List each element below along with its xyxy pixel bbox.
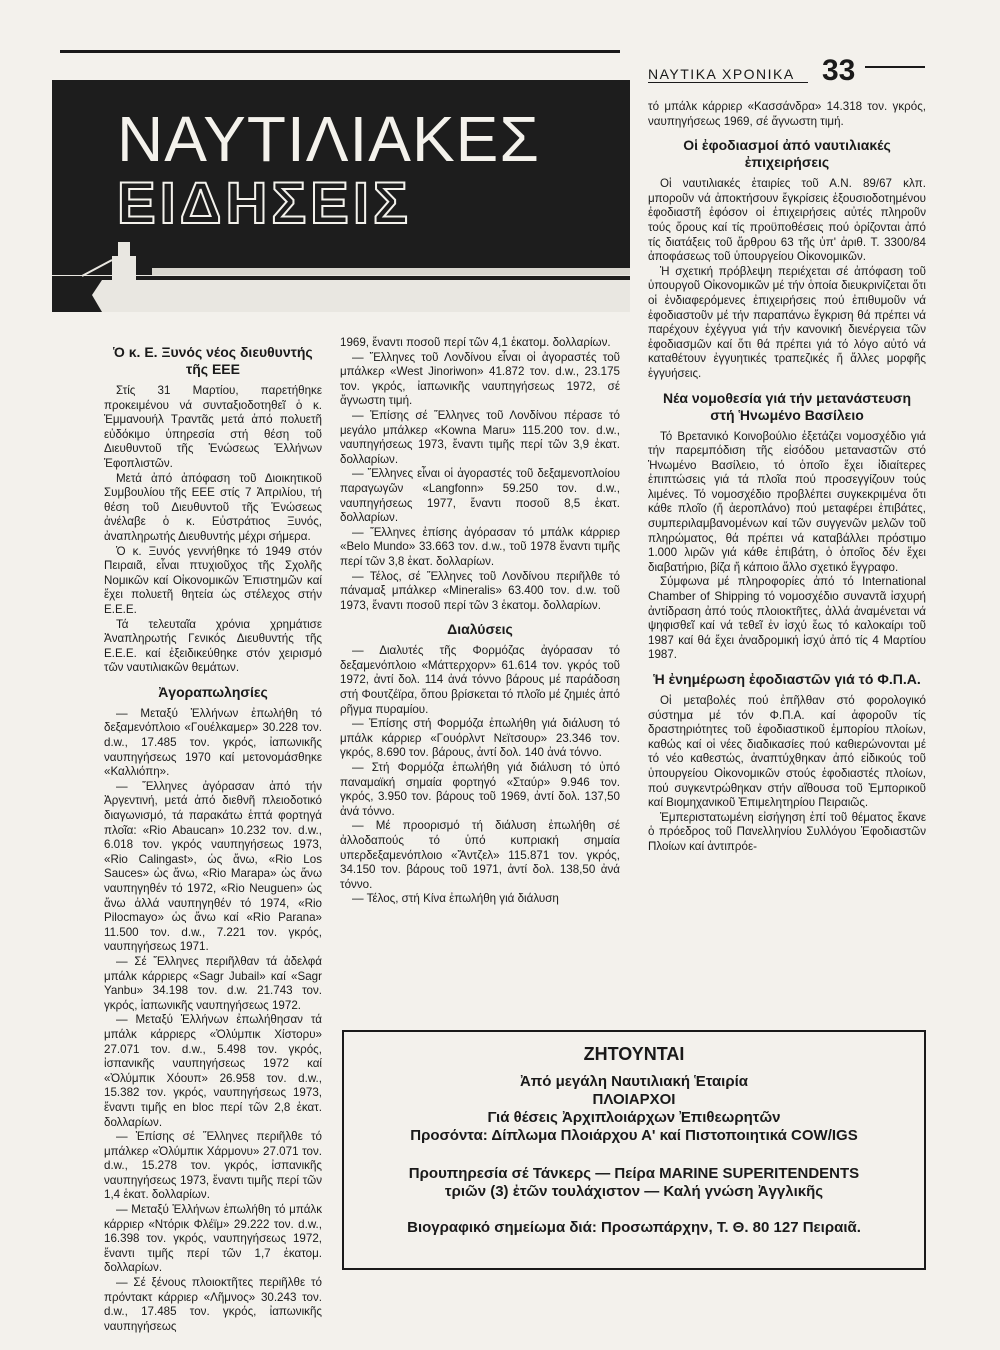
job-advert-box [342, 1030, 926, 1270]
column-3 [648, 100, 926, 855]
paragraph: Ὁ κ. Ξυνός γεννήθηκε τό 1949 στόν Πειραιᾶ, εἶναι πτυχιοῦχος τῆς Σχολῆς Νομικῶν καί Οἰκονομικῶν Ἐπιστημῶν καί ἔχει πολυετῆ θητεία ὡς στέλεχος στήν Ε.Ε.Ε. [104, 544, 322, 616]
advert-line: Ἀπό μεγάλη Ναυτιλιακή Ἑταιρία [519, 1073, 749, 1090]
paragraph: — Μέ προορισμό τή διάλυση ἐπωλήθη σέ ἀλλοδαπούς τό ὑπό κυπριακή σημαία υπερδεξαμενόπλοιο «Ἄντζελ» 115.871 τον. γκρός, 34.150 τον. βάρους τοῦ 1971, ἀντί δολ. 138,50 ἀνά τόννο. [340, 819, 620, 891]
article-headline: Ἀγοραπωλησίες [158, 683, 268, 700]
paragraph: Σύμφωνα μέ πληροφορίες ἀπό τό International Chamber of Shipping τό νομοσχέδιο συναντᾶ ἰσχυρή ἀντίδραση ἀπό τούς πλοιοκτῆτες, ἀλλά ἀναμένεται νά ψηφισθεῖ καί νά τεθεῖ ἐν ἰσχύ ἕως τό καλοκαίρι τοῦ 1987 καί θά ἔχει ἀναδρομική ἰσχύ ἀπό τίς 4 Μαρτίου 1987. [648, 575, 926, 662]
advert-line: τριῶν (3) ἐτῶν τουλάχιστον — Καλή γνώση Ἀγγλικῆς [444, 1183, 824, 1200]
masthead-line2: ΕΙΔΗΣΕΙΣ [117, 171, 412, 236]
paragraph: — Ἕλληνες ἀγόρασαν ἀπό τήν Ἀργεντινή, μετά ἀπό διεθνῆ πλειοδοτικό διαγωνισμό, τά παρακάτω ἑπτά φορτηγά πλοῖα: «Rio Abaucan» 10.232 τον. d.w., 6.018 τον. γκρός ναυπηγήσεως 1973, «Rio Calingast», ὡς ἄνω, «Rio Los Sauces» ὡς ἄνω, «Rio Marapa» ὡς ἄνω ναυπηγηθέν τό 1972, «Rio Neuguen» ὡς ἄνω ἀλλά ναυπηγηθέν τό 1974, «Rio Pilocmayo» ὡς ἄνω καί «Rio Parana» 11.500 τον. d.w., 7.221 τον. γκρός, ναυπηγήσεως 1971. [104, 779, 322, 954]
paragraph: Τά τελευταῖα χρόνια χρημάτισε Ἀναπληρωτής Γενικός Διευθυντής τῆς Ε.Ε.Ε. καί ἐξειδικεύθηκε στόν χειρισμό τῶν ναυτιλιακῶν θεμάτων. [104, 617, 322, 675]
paragraph: — Σέ Ἕλληνες περιῆλθαν τά ἀδελφά μπάλκ κάρριερς «Sagr Jubail» καί «Sagr Yanbu» 34.198 τον. d.w. 21.743 τον. γκρός, ἰαπωνικῆς ναυπηγήσεως 1972. [104, 954, 322, 1012]
paragraph: τό μπάλκ κάρριερ «Κασσάνδρα» 14.318 τον. γκρός, ναυπηγήσεως 1969, σέ ἄγνωστη τιμή. [648, 100, 926, 128]
article-headline: Νέα νομοθεσία γιά τήν μετανάστευση στή Ἡνωμένο Βασίλειο [662, 389, 911, 423]
paragraph: — Τέλος, σέ Ἕλληνες τοῦ Λονδίνου περιῆλθε τό πάναμαξ μπάλκερ «Mineralis» 63.400 τον. d.w. τοῦ 1973, ἔναντι ποσοῦ περί τῶν 3 ἑκατομ. δολλαρίων. [340, 569, 620, 612]
running-title: ΝΑΥΤΙΚΑ ΧΡΟΝΙΚΑ [648, 66, 795, 82]
advert-line: ΠΛΟΙΑΡΧΟΙ [592, 1091, 676, 1108]
paragraph: — Ἐπίσης στή Φορμόζα ἐπωλήθη γιά διάλυση τό μπάλκ κάρριερ «Γουόρλντ Νεϊτσουρ» 23.346 τον. γκρός, 8.690 τον. βάρους, ἀντί δολ. 140 ἀνά τόννο. [340, 717, 620, 760]
running-title-rule [648, 82, 808, 83]
paragraph: Ἡ σχετική πρόβλεψη περιέχεται σέ ἀπόφαση τοῦ ὑπουργοῦ Οἰκονομικῶν μέ τήν ὁποία διευκρινίζεται ὅτι οἱ ἐνδιαφερόμενες ἐπιχειρήσεις πού ἐπιθυμοῦν νά ἐφοδιαστοῦν μέ τήν παραπάνω ἔγκριση θά πρέπει νά παρέχουν ἐχέγγυα γιά τήν κανονική διενέργεια τῶν ἐφοδιασμῶν καί ὅτι θά πρέπει γιά τό λόγο αὐτό νά καταθέτουν ἐγγυητικές τραπεζικές ἤ ἄλλες μορφῆς ἐγγυήσεις. [648, 264, 926, 380]
paragraph: — Διαλυτές τῆς Φορμόζας ἀγόρασαν τό δεξαμενόπλοιο «Μάττερχορν» 61.614 τον. γκρός τοῦ 1972, ἀντί δολ. 114 ἀνά τόννο βάρους μέ παράδοση στή Φουτζέϊρα, ὅπου βρίσκεται τό πλοῖο μέ ζημιές ἀπό ρῆγμα πυραμίου. [340, 644, 620, 716]
paragraph: — Στή Φορμόζα ἐπωλήθη γιά διάλυση τό ὑπό παναμαϊκή σημαία φορτηγό «Σταύρ» 9.946 τον. γκρός, 3.950 τον. βάρους τοῦ 1969, ἀντί δολ. 137,50 ἀνά τόννο. [340, 761, 620, 818]
column-2 [340, 336, 620, 907]
article-headline: Οἱ ἐφοδιασμοί ἀπό ναυτιλιακές ἐπιχειρήσεις [683, 137, 891, 171]
paragraph: — Τέλος, στή Κίνα ἐπωλήθη γιά διάλυση [352, 892, 559, 906]
paragraph: Οἱ ναυτιλιακές ἑταιρίες τοῦ Α.Ν. 89/67 κλπ. μποροῦν νά ἀποκτήσουν ἔγκρίσεις ἐξουσιοδοτημένου ἐφοδιαστῆ ἐφόσον οἱ ἐπιχειρήσεις αὐτές πληροῦν τούς ὅρους καί τίς προϋποθέσεις πού ὁρίζονται ἀπό τίς διατάξεις τοῦ ἄρθρου 63 τῆς ὑπ' ἀριθ. Τ. 3300/84 ἀποφάσεως τοῦ ὑπουργείου Οἰκονομικῶν. [648, 177, 926, 264]
top-rule-right [865, 66, 925, 68]
paragraph: Στίς 31 Μαρτίου, παρετήθηκε προκειμένου νά συνταξιοδοτηθεῖ ὁ κ. Ἐμμανουήλ Τραντᾶς μετά ἀπό πολυετῆ εὐδόκιμο ὑπηρεσία στή θέση τοῦ Διευθυντοῦ τῆς Ἑνώσεως Ἑλλήνων Ἐφοπλιστῶν. [104, 384, 322, 470]
page-number: 33 [822, 54, 856, 87]
advert-contact: Βιογραφικό σημείωμα διά: Προσωπάρχην, Τ. Θ. 80 127 Πειραιᾶ. [407, 1219, 861, 1236]
masthead-line1: ΝΑΥΤΙΛΙΑΚΕΣ [117, 103, 540, 175]
paragraph: — Μεταξύ Ἑλλήνων ἐπωλήθη τό δεξαμενόπλοιο «Γουέλκαμερ» 30.228 τον. d.w., 17.485 τον. γκρός, ἰαπωνικῆς ναυπηγήσεως 1970 καί μετονομάσθηκε «Καλλιόπη». [104, 706, 322, 779]
paragraph: — Σέ ξένους πλοιοκτῆτες περιῆλθε τό πρόντακτ κάρριερ «Λῆμνος» 30.243 τον. d.w., 17.485 τον. γκρός, ἰαπωνικῆς ναυπηγήσεως [104, 1276, 322, 1333]
paragraph: Οἱ μεταβολές πού ἐπῆλθαν στό φορολογικό σύστημα μέ τόν Φ.Π.Α. καί ἀφοροῦν τίς δραστηριότητες τοῦ ἐφοδιαστικοῦ ἐμπορίου πλοίων, καθώς καί οἱ νέες διαδικασίες πού καθιερώνονται μέ τό νέο καθεστώς, ἀναπτύχθηκαν ἀπό εἰδικούς τοῦ ὑπουργείου Οἰκονομικῶν στούς ἐφοδιαστές πλοίων, πού συγκεντρώθηκαν στήν αἴθουσα τοῦ Ἐμπορικοῦ καί Βιομηχανικοῦ Ἐπιμελητηρίου Πειραιῶς. [648, 694, 926, 810]
paragraph: — Ἕλληνες ἐπίσης ἀγόρασαν τό μπάλκ κάρριερ «Belo Mundo» 33.663 τον. d.w., τοῦ 1978 ἔναντι τιμῆς περί τῶν 3,8 ἑκατ. δολλαρίων. [340, 525, 620, 568]
article-headline: Ὁ κ. Ε. Ξυνός νέος διευθυντής τῆς ΕΕΕ [113, 344, 313, 377]
article-headline: Ἡ ἐνημέρωση ἐφοδιαστῶν γιά τό Φ.Π.Α. [653, 671, 921, 687]
section-masthead [52, 80, 630, 312]
paragraph: Μετά ἀπό ἀπόφαση τοῦ Διοικητικοῦ Συμβουλίου τῆς ΕΕΕ στίς 7 Ἀπριλίου, τή θέση τοῦ Διευθυντοῦ τῆς Ἑνώσεως ἀνέλαβε ὁ κ. Εὐστράτιος Ξυνός, ἀναπληρωτής Διευθυντής μέχρι σήμερα. [104, 471, 322, 543]
advert-line: Προσόντα: Δίπλωμα Πλοιάρχου Α' καί Πιστοποιητικά COW/IGS [410, 1127, 858, 1144]
paragraph: Τό Βρετανικό Κοινοβούλιο ἐξετάζει νομοσχέδιο γιά τήν παρεμπόδιση τῆς εἰσόδου μεταναστῶν στό Ἡνωμένο Βασίλειο, τό ὁποῖο ἔχει ἰδιαίτερες ἐπιπτώσεις γιά τά πλοῖα πού προσεγγίζουν τούς λιμένες. Τό νομοσχέδιο προβλέπει συγκεκριμένα ὅτι κάθε πλοῖο (ἤ ἀεροπλάνο) πού μεταφέρει ἐπιβάτες, συμπεριλαμβανομένων καί τῶν συγγενῶν μελῶν τοῦ πληρώματος, θά πρέπει νά καταβάλλει πρόστιμο 1.000 λιρῶν γιά κάθε ἐπιβάτη, ὁ ὁποῖος δέν ἔχει διαβατήριο, βίζα ἤ κάποιο ἄλλο σχετικό ἔγγραφο. [648, 429, 926, 574]
advert-heading: ΖΗΤΟΥΝΤΑΙ [583, 1044, 685, 1064]
advert-line: Γιά θέσεις Ἀρχιπλοιάρχων Ἐπιθεωρητῶν [487, 1109, 781, 1126]
paragraph: — Μεταξύ Ἑλλήνων ἐπωλήθησαν τά μπάλκ κάρριερς «Ὀλύμπικ Χίστορυ» 27.071 τον. d.w., 5.498 τον. γκρός, ἰσπανικῆς ναυπηγήσεως 1972 καί «Ὀλύμπικ Χόουπ» 26.958 τον. d.w., 15.382 τον. γκρός, ναυπηγήσεως 1973, ἔναντι τιμῆς en bloc περί τῶν 2,8 ἑκατ. δολλαρίων. [104, 1013, 322, 1129]
column-1 [104, 336, 322, 1334]
paragraph: — Ἕλληνες τοῦ Λονδίνου εἶναι οἱ ἀγοραστές τοῦ μπάλκερ «West Jinoriwon» 41.872 τον. d.w., 23.175 τον. γκρός, ἰαπωνικῆς ναυπηγήσεως 1972, σέ ἄγνωστη τιμή. [340, 350, 620, 408]
paragraph: Ἐμπεριστατωμένη εἰσήγηση ἐπί τοῦ θέματος ἔκανε ὁ πρόεδρος τοῦ Πανελληνίου Συλλόγου Ἐφοδιαστῶν Πλοίων καί ἀντιπρόε- [648, 810, 926, 853]
paragraph: — Ἐπίσης σέ Ἕλληνες τοῦ Λονδίνου πέρασε τό μεγάλο μπάλκερ «Kowna Maru» 115.200 τον. d.w., ναυπηγήσεως 1973, ἔναντι τιμῆς περί τῶν 3,9 ἑκατ. δολλαρίων. [340, 408, 620, 466]
article-headline: Διαλύσεις [447, 621, 513, 638]
paragraph: — Ἕλληνες εἶναι οἱ ἀγοραστές τοῦ δεξαμενοπλοίου παραγωγῶν «Langfonn» 59.250 τον. d.w., ναυπηγήσεως 1977, ἔναντι ποσοῦ 8,5 ἑκατ. δολλαρίων. [340, 467, 620, 525]
paragraph: 1969, ἔναντι ποσοῦ περί τῶν 4,1 ἑκατομ. δολλαρίων. [340, 336, 611, 349]
paragraph: — Μεταξύ Ἑλλήνων ἐπωλήθη τό μπάλκ κάρριερ «Ντόρικ Φλέϊμ» 29.222 τον. d.w., 16.398 τον. γκρός, ναυπηγήσεως 1972, ἔναντι τιμῆς περί τῶν 1,7 ἑκατομ. δολλαρίων. [104, 1203, 322, 1275]
advert-line: Προυπηρεσία σέ Τάνκερς — Πείρα MARINE SUPERITENDENTS [408, 1165, 860, 1182]
paragraph: — Ἐπίσης σέ Ἕλληνες περιῆλθε τό μπάλκερ «Ὀλύμπικ Χάρμονυ» 27.071 τον. d.w., 15.278 τον. γκρός, ἰσπανικῆς ναυπηγήσεως 1973, ἔναντι τιμῆς περί τῶν 1,4 ἑκατ. δολλαρίων. [104, 1130, 322, 1202]
top-rule [60, 50, 620, 53]
